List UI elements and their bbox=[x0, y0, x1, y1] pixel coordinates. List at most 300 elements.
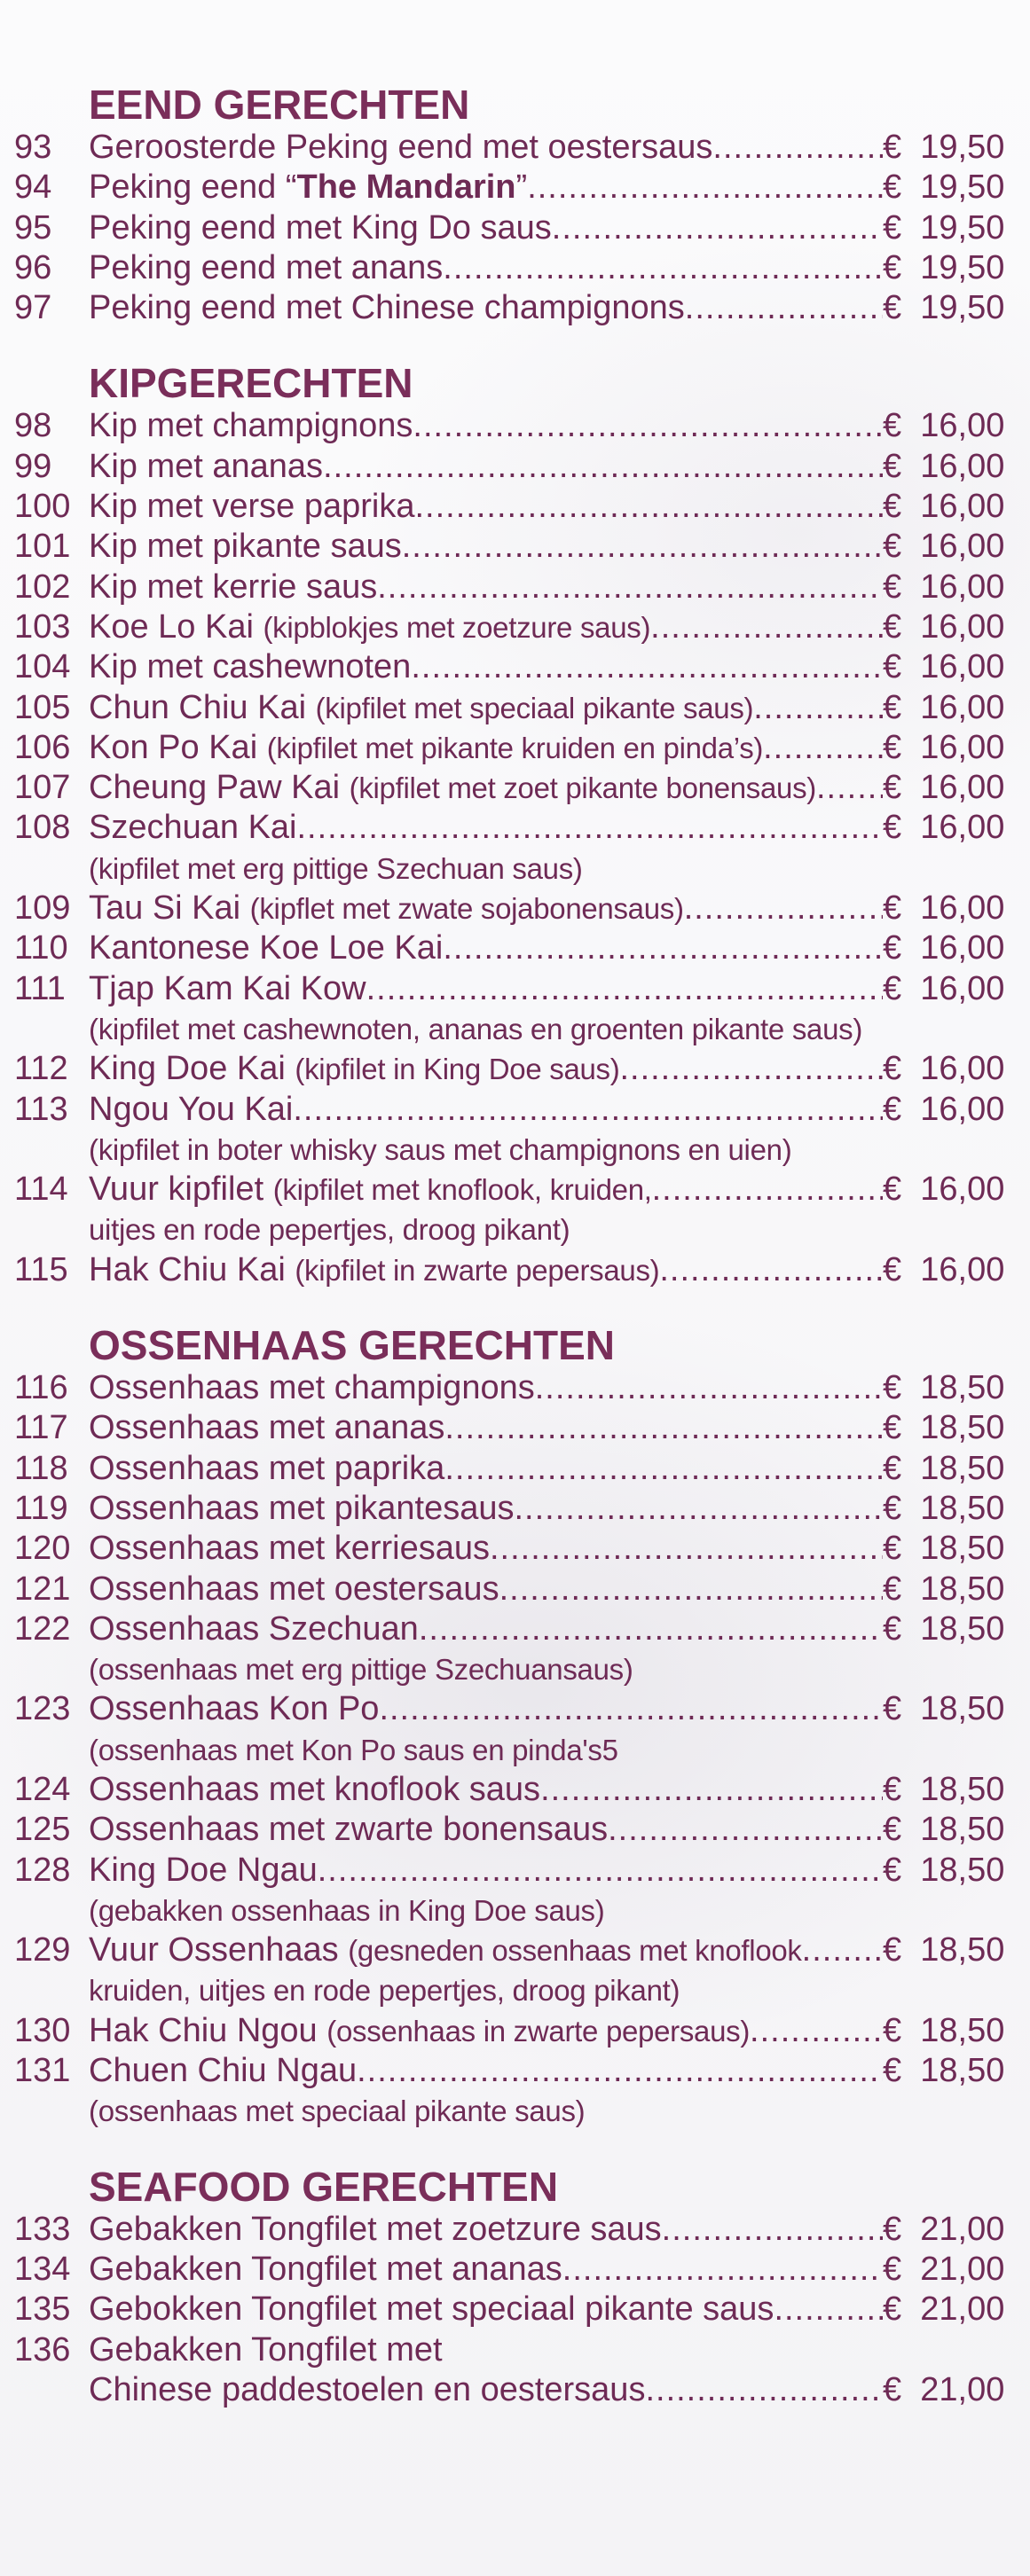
item-name-text: Peking eend met Chinese champignons bbox=[89, 289, 685, 327]
item-price bbox=[883, 1930, 1007, 1970]
item-name-text: Gebokken Tongfilet met speciaal pikante saus bbox=[89, 2290, 774, 2329]
menu-item-line bbox=[0, 406, 1030, 446]
item-name-text: Chun Chiu Kai bbox=[89, 688, 307, 726]
item-name-text: Koe Lo Kai bbox=[89, 607, 254, 646]
menu-item-line bbox=[0, 527, 1030, 567]
item-row bbox=[89, 2011, 883, 2051]
currency-symbol: € bbox=[883, 1171, 902, 1209]
menu-item bbox=[0, 447, 1030, 487]
menu-item-line bbox=[0, 1449, 1030, 1489]
currency-symbol: € bbox=[883, 488, 902, 526]
item-name-text: Ossenhaas met zwarte bonensaus bbox=[89, 1811, 609, 1849]
currency-symbol: € bbox=[883, 769, 902, 807]
item-number: 134 bbox=[14, 2250, 71, 2288]
item-number: 105 bbox=[14, 688, 71, 726]
section-title: SEAFOOD GERECHTEN bbox=[89, 2163, 559, 2210]
menu-item bbox=[0, 128, 1030, 168]
item-name-text: Kantonese Koe Loe Kai bbox=[89, 929, 444, 967]
price-value: 16,00 bbox=[920, 929, 1005, 967]
currency-symbol: € bbox=[883, 407, 902, 445]
currency-symbol: € bbox=[883, 1570, 902, 1608]
item-price bbox=[883, 208, 1007, 248]
item-name-text: Gebakken Tongfilet met zoetzure saus bbox=[89, 2210, 662, 2248]
item-name-text: Hak Chiu Kai bbox=[89, 1250, 286, 1288]
currency-symbol: € bbox=[883, 2052, 902, 2090]
item-name-text: Ossenhaas Kon Po bbox=[89, 1690, 380, 1728]
item-price bbox=[883, 889, 1007, 928]
item-row bbox=[89, 1049, 883, 1089]
item-number: 104 bbox=[14, 648, 71, 686]
item-row bbox=[89, 688, 883, 728]
menu-item-line bbox=[0, 168, 1030, 207]
item-number: 130 bbox=[14, 2011, 71, 2049]
price-value: 16,00 bbox=[920, 407, 1005, 445]
item-price bbox=[883, 1368, 1007, 1408]
dot-leader bbox=[318, 1851, 883, 1891]
price-value: 18,50 bbox=[920, 1609, 1005, 1648]
item-number: 112 bbox=[14, 1050, 68, 1088]
currency-symbol: € bbox=[883, 1489, 902, 1527]
currency-symbol: € bbox=[883, 2250, 902, 2288]
menu-item bbox=[0, 1851, 1030, 1931]
menu-section bbox=[0, 82, 1030, 328]
item-name-text: Hak Chiu Ngou bbox=[89, 2011, 318, 2049]
item-name-text: Ossenhaas met oestersaus bbox=[89, 1570, 499, 1608]
item-number: 121 bbox=[14, 1570, 71, 1608]
item-name-text: Peking eend met anans bbox=[89, 248, 444, 286]
dot-leader bbox=[562, 2250, 883, 2290]
dot-leader bbox=[662, 2210, 883, 2250]
price-value: 19,50 bbox=[920, 208, 1005, 247]
item-description: uitjes en rode pepertjes, droog pikant) bbox=[89, 1213, 570, 1247]
item-description: (kipblokjes met zoetzure saus) bbox=[263, 610, 651, 644]
dot-leader bbox=[443, 928, 883, 968]
item-number: 125 bbox=[14, 1811, 71, 1849]
menu-item bbox=[0, 487, 1030, 527]
price-value: 16,00 bbox=[920, 688, 1005, 726]
price-value: 19,50 bbox=[920, 248, 1005, 286]
menu-item bbox=[0, 168, 1030, 207]
item-price bbox=[883, 1810, 1007, 1850]
dot-leader bbox=[535, 1368, 883, 1408]
item-name bbox=[89, 768, 816, 808]
item-number: 114 bbox=[14, 1171, 68, 1209]
dot-leader bbox=[684, 889, 883, 928]
item-name bbox=[89, 248, 443, 288]
item-row bbox=[89, 1489, 883, 1529]
item-row bbox=[89, 128, 883, 168]
currency-symbol: € bbox=[883, 2210, 902, 2248]
item-number: 136 bbox=[14, 2330, 71, 2369]
item-row bbox=[89, 1810, 883, 1850]
item-price bbox=[883, 1090, 1007, 1130]
item-name-text: Ossenhaas met knoflook saus bbox=[89, 1770, 541, 1808]
menu-item bbox=[0, 2330, 1030, 2411]
price-value: 18,50 bbox=[920, 1690, 1005, 1728]
item-price bbox=[883, 1049, 1007, 1089]
dot-leader bbox=[297, 808, 884, 848]
item-description: (kipfilet in boter whisky saus met champignons en uien) bbox=[89, 1132, 792, 1166]
item-name bbox=[89, 1810, 608, 1850]
item-number: 108 bbox=[14, 809, 71, 847]
item-row bbox=[89, 1449, 883, 1489]
currency-symbol: € bbox=[883, 528, 902, 566]
item-number: 118 bbox=[14, 1449, 68, 1487]
menu-item bbox=[0, 2250, 1030, 2290]
item-price bbox=[883, 2290, 1007, 2329]
item-name-prefix: Peking eend “ bbox=[89, 168, 297, 207]
item-name bbox=[89, 2330, 443, 2370]
item-description: (kipfilet met knoflook, kruiden, bbox=[272, 1173, 652, 1207]
item-name bbox=[89, 1851, 318, 1891]
item-name bbox=[89, 808, 297, 848]
item-number: 106 bbox=[14, 728, 71, 766]
item-name bbox=[89, 969, 366, 1009]
menu-item-line bbox=[0, 1851, 1030, 1891]
item-row bbox=[89, 768, 883, 808]
item-name bbox=[89, 1049, 619, 1089]
menu-item-line bbox=[0, 487, 1030, 527]
menu-item-line bbox=[0, 1368, 1030, 1408]
currency-symbol: € bbox=[883, 568, 902, 606]
menu-item bbox=[0, 928, 1030, 968]
item-number: 119 bbox=[14, 1489, 68, 1527]
item-price bbox=[883, 447, 1007, 487]
menu-item-line bbox=[0, 969, 1030, 1009]
item-row bbox=[89, 1851, 883, 1891]
item-price bbox=[883, 1689, 1007, 1729]
item-name-text: Ossenhaas met pikantesaus bbox=[89, 1489, 515, 1527]
item-row bbox=[89, 527, 883, 567]
menu-item bbox=[0, 1408, 1030, 1448]
item-row bbox=[89, 447, 883, 487]
item-name bbox=[89, 1930, 802, 1970]
item-name bbox=[89, 688, 753, 728]
item-number: 128 bbox=[14, 1851, 71, 1889]
menu-item-line bbox=[0, 2210, 1030, 2250]
currency-symbol: € bbox=[883, 1690, 902, 1728]
item-description: (kipfilet met pikante kruiden en pinda’s) bbox=[266, 731, 764, 764]
currency-symbol: € bbox=[883, 728, 902, 766]
item-number: 102 bbox=[14, 568, 71, 606]
dot-leader bbox=[650, 607, 883, 647]
currency-symbol: € bbox=[883, 809, 902, 847]
menu-item bbox=[0, 1689, 1030, 1770]
menu-item bbox=[0, 1810, 1030, 1850]
menu-item-line bbox=[0, 889, 1030, 928]
menu-item-line bbox=[0, 568, 1030, 607]
dot-leader bbox=[379, 1689, 883, 1729]
item-name bbox=[89, 1408, 444, 1448]
item-subline bbox=[0, 1009, 1030, 1049]
item-price bbox=[883, 808, 1007, 848]
item-number: 117 bbox=[14, 1409, 68, 1447]
item-row bbox=[89, 969, 883, 1009]
currency-symbol: € bbox=[883, 2011, 902, 2049]
currency-symbol: € bbox=[883, 607, 902, 646]
currency-symbol: € bbox=[883, 1250, 902, 1288]
item-name-text: Vuur kipfilet bbox=[89, 1171, 264, 1209]
dot-leader bbox=[323, 447, 883, 487]
item-row bbox=[89, 406, 883, 446]
currency-symbol: € bbox=[883, 289, 902, 327]
dot-leader bbox=[763, 728, 883, 768]
dot-leader bbox=[411, 647, 883, 687]
item-description: (kipfilet in zwarte pepersaus) bbox=[295, 1253, 660, 1287]
item-name-suffix: ” bbox=[515, 168, 528, 207]
currency-symbol: € bbox=[883, 648, 902, 686]
item-number: 122 bbox=[14, 1609, 71, 1648]
price-value: 18,50 bbox=[920, 1931, 1005, 1969]
currency-symbol: € bbox=[883, 688, 902, 726]
item-name-text: Vuur Ossenhaas bbox=[89, 1931, 339, 1969]
item-name bbox=[89, 2011, 750, 2051]
item-name bbox=[89, 2250, 562, 2290]
item-name bbox=[89, 527, 402, 567]
item-name bbox=[89, 447, 323, 487]
item-name-text: Ngou You Kai bbox=[89, 1090, 294, 1128]
menu-item-line bbox=[0, 2011, 1030, 2051]
item-row bbox=[89, 2210, 883, 2250]
item-number: 115 bbox=[14, 1250, 68, 1288]
menu-item-line bbox=[0, 2330, 1030, 2370]
item-number: 107 bbox=[14, 769, 71, 807]
item-name bbox=[89, 1449, 444, 1489]
item-row bbox=[89, 1529, 883, 1569]
menu-item-line bbox=[0, 1170, 1030, 1210]
item-subline bbox=[0, 1649, 1030, 1689]
menu-item-line bbox=[0, 1609, 1030, 1649]
item-subline bbox=[0, 2091, 1030, 2131]
dot-leader bbox=[527, 168, 883, 207]
dot-leader bbox=[552, 208, 883, 248]
price-value: 18,50 bbox=[920, 1530, 1005, 1568]
price-value: 21,00 bbox=[920, 2370, 1005, 2408]
item-price bbox=[883, 128, 1007, 168]
dot-leader bbox=[357, 2051, 883, 2091]
item-row bbox=[89, 607, 883, 647]
item-subline bbox=[0, 1210, 1030, 1249]
item-name bbox=[89, 928, 443, 968]
item-row bbox=[89, 889, 883, 928]
item-number: 97 bbox=[14, 289, 52, 327]
item-name-text: Kip met champignons bbox=[89, 407, 413, 445]
price-value: 18,50 bbox=[920, 1369, 1005, 1407]
menu-item bbox=[0, 647, 1030, 687]
currency-symbol: € bbox=[883, 969, 902, 1007]
item-name bbox=[89, 607, 650, 647]
item-description: (ossenhaas in zwarte pepersaus) bbox=[326, 2014, 751, 2047]
dot-leader bbox=[443, 248, 883, 288]
currency-symbol: € bbox=[883, 1530, 902, 1568]
item-name-text: Kip met cashewnoten bbox=[89, 648, 412, 686]
dot-leader bbox=[774, 2290, 883, 2329]
item-price bbox=[883, 2011, 1007, 2051]
item-price bbox=[883, 288, 1007, 328]
item-price bbox=[883, 1851, 1007, 1891]
item-name bbox=[89, 1609, 419, 1649]
item-name-text: Szechuan Kai bbox=[89, 809, 297, 847]
item-name bbox=[89, 1368, 535, 1408]
item-price bbox=[883, 1489, 1007, 1529]
menu-item-line bbox=[0, 647, 1030, 687]
item-price bbox=[883, 1770, 1007, 1810]
section-title: KIPGERECHTEN bbox=[89, 360, 413, 407]
item-name-text: Ossenhaas met ananas bbox=[89, 1409, 445, 1447]
dot-leader bbox=[293, 1090, 883, 1130]
item-row bbox=[89, 928, 883, 968]
menu-item bbox=[0, 568, 1030, 607]
currency-symbol: € bbox=[883, 447, 902, 485]
item-number: 111 bbox=[14, 969, 66, 1007]
item-row bbox=[89, 288, 883, 328]
currency-symbol: € bbox=[883, 208, 902, 247]
item-price bbox=[883, 969, 1007, 1009]
price-value: 18,50 bbox=[920, 1489, 1005, 1527]
menu-item bbox=[0, 1170, 1030, 1250]
menu-list bbox=[0, 82, 1030, 2442]
item-price bbox=[883, 168, 1007, 207]
currency-symbol: € bbox=[883, 1449, 902, 1487]
menu-item-line bbox=[0, 1049, 1030, 1089]
menu-section bbox=[0, 2164, 1030, 2410]
price-value: 16,00 bbox=[920, 769, 1005, 807]
item-description: (ossenhaas met erg pittige Szechuansaus) bbox=[89, 1653, 633, 1687]
item-number: 94 bbox=[14, 168, 52, 207]
item-price bbox=[883, 1250, 1007, 1290]
item-row bbox=[89, 1570, 883, 1609]
item-subline bbox=[0, 1730, 1030, 1770]
item-name bbox=[89, 2290, 774, 2329]
price-value: 18,50 bbox=[920, 1770, 1005, 1808]
item-description: (kipfilet met zoet pikante bonensaus) bbox=[349, 771, 816, 805]
menu-item-line bbox=[0, 1250, 1030, 1290]
item-name bbox=[89, 487, 415, 527]
item-number: 135 bbox=[14, 2290, 71, 2329]
item-name bbox=[89, 128, 712, 168]
menu-item-line bbox=[0, 2250, 1030, 2290]
menu-item-line bbox=[0, 1689, 1030, 1729]
item-row bbox=[89, 2290, 883, 2329]
item-name-text: King Doe Ngau bbox=[89, 1851, 318, 1889]
item-row bbox=[89, 1368, 883, 1408]
menu-item bbox=[0, 2290, 1030, 2329]
dot-leader bbox=[750, 2011, 883, 2051]
menu-item-line bbox=[0, 208, 1030, 248]
item-description: (ossenhaas met speciaal pikante saus) bbox=[89, 2094, 586, 2128]
price-value: 18,50 bbox=[920, 1851, 1005, 1889]
price-value: 18,50 bbox=[920, 1449, 1005, 1487]
item-number: 93 bbox=[14, 129, 52, 166]
currency-symbol: € bbox=[883, 1851, 902, 1889]
item-row bbox=[89, 647, 883, 687]
item-name-text: Kip met pikante saus bbox=[89, 528, 402, 566]
menu-item-line bbox=[0, 768, 1030, 808]
dot-leader bbox=[419, 1609, 883, 1649]
price-value: 16,00 bbox=[920, 568, 1005, 606]
menu-item bbox=[0, 969, 1030, 1050]
price-value: 18,50 bbox=[920, 1570, 1005, 1608]
item-number: 96 bbox=[14, 248, 52, 286]
item-name bbox=[89, 1090, 293, 1130]
menu-item bbox=[0, 248, 1030, 288]
currency-symbol: € bbox=[883, 1609, 902, 1648]
item-price bbox=[883, 2210, 1007, 2250]
currency-symbol: € bbox=[883, 929, 902, 967]
menu-item bbox=[0, 1250, 1030, 1290]
item-row bbox=[89, 1408, 883, 1448]
item-name-text: Ossenhaas met paprika bbox=[89, 1449, 445, 1487]
menu-item-line bbox=[0, 288, 1030, 328]
price-value: 19,50 bbox=[920, 289, 1005, 327]
dot-leader bbox=[540, 1770, 883, 1810]
price-value: 21,00 bbox=[920, 2250, 1005, 2288]
price-value: 16,00 bbox=[920, 1050, 1005, 1088]
section-title: OSSENHAAS GERECHTEN bbox=[89, 1322, 615, 1369]
currency-symbol: € bbox=[883, 1770, 902, 1808]
dot-leader bbox=[802, 1930, 883, 1970]
price-value: 16,00 bbox=[920, 889, 1005, 928]
menu-item bbox=[0, 1449, 1030, 1489]
menu-item-line bbox=[0, 607, 1030, 647]
dot-leader bbox=[402, 527, 883, 567]
item-description: (ossenhaas met Kon Po saus en pinda's5 bbox=[89, 1733, 618, 1766]
price-value: 16,00 bbox=[920, 809, 1005, 847]
item-number: 129 bbox=[14, 1931, 71, 1969]
menu-item-line bbox=[0, 1810, 1030, 1850]
price-value: 16,00 bbox=[920, 1171, 1005, 1209]
item-number: 95 bbox=[14, 208, 52, 247]
dot-leader bbox=[415, 487, 884, 527]
item-row bbox=[89, 808, 883, 848]
currency-symbol: € bbox=[883, 889, 902, 928]
item-subline bbox=[0, 1130, 1030, 1170]
item-row bbox=[89, 2370, 883, 2410]
item-name-text: Kip met kerrie saus bbox=[89, 568, 378, 606]
price-value: 16,00 bbox=[920, 648, 1005, 686]
item-row bbox=[89, 487, 883, 527]
menu-item bbox=[0, 607, 1030, 647]
item-price bbox=[883, 2250, 1007, 2290]
item-price bbox=[883, 768, 1007, 808]
menu-item bbox=[0, 1090, 1030, 1171]
item-price bbox=[883, 1449, 1007, 1489]
item-price bbox=[883, 728, 1007, 768]
item-price bbox=[883, 2370, 1007, 2410]
dot-leader bbox=[753, 688, 883, 728]
menu-item-line bbox=[0, 248, 1030, 288]
item-name-continued: Chinese paddestoelen en oestersaus bbox=[89, 2370, 646, 2408]
item-description: (kipfilet met speciaal pikante saus) bbox=[315, 691, 754, 724]
item-name bbox=[89, 2051, 357, 2091]
item-number: 100 bbox=[14, 488, 71, 526]
item-number: 113 bbox=[14, 1090, 68, 1128]
item-name bbox=[89, 889, 684, 928]
dot-leader bbox=[444, 1449, 883, 1489]
dot-leader bbox=[490, 1529, 883, 1569]
item-name bbox=[89, 406, 413, 446]
item-price bbox=[883, 1408, 1007, 1448]
item-row bbox=[89, 1930, 883, 1970]
item-price bbox=[883, 688, 1007, 728]
currency-symbol: € bbox=[883, 168, 902, 207]
menu-item bbox=[0, 527, 1030, 567]
item-number: 103 bbox=[14, 607, 71, 646]
menu-item bbox=[0, 688, 1030, 728]
item-description: (kipfilet in King Doe saus) bbox=[295, 1053, 620, 1086]
item-row bbox=[89, 1609, 883, 1649]
menu-item bbox=[0, 406, 1030, 446]
